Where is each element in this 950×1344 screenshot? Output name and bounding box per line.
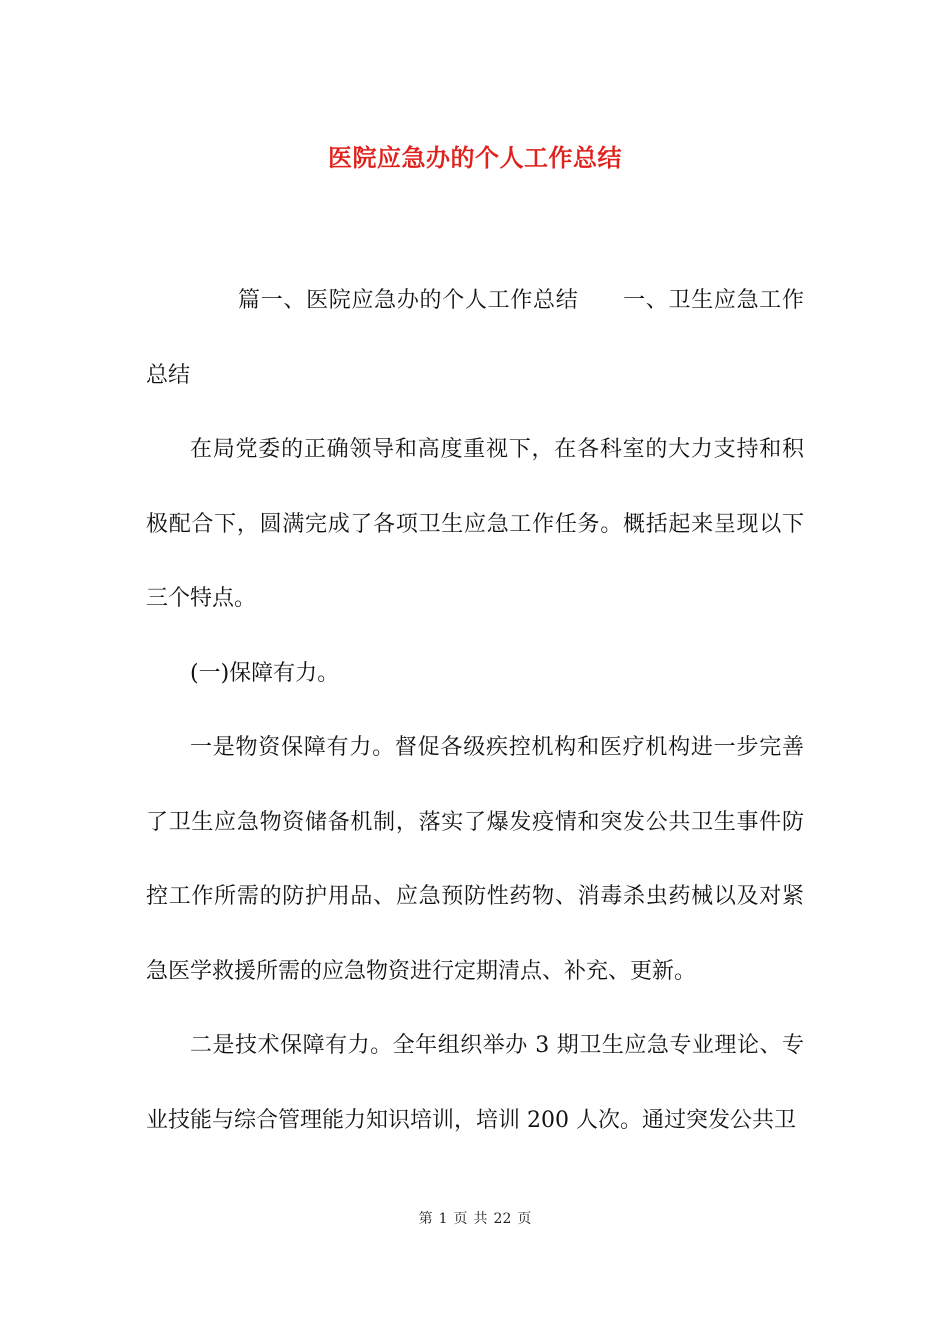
footer-label-total-unit: 页 bbox=[517, 1211, 532, 1227]
footer-current-page: 1 bbox=[438, 1211, 448, 1227]
document-body bbox=[146, 264, 804, 1158]
paragraph-material-support: 一是物资保障有力。督促各级疾控机构和医疗机构进一步完善了卫生应急物资储备机制，落实了爆发疫情和突发公共卫生事件防控工作所需的防护用品、应急预防性药物、消毒杀虫药械以及对紧急医学救援所需的应急物资进行定期清点、补充、更新。 bbox=[146, 735, 804, 984]
footer-label-page: 第 bbox=[418, 1211, 433, 1227]
subsection-heading: 一、卫生应急工作总结 bbox=[146, 288, 804, 388]
paragraph-technical-support: 二是技术保障有力。全年组织举办 3 期卫生应急专业理论、专业技能与综合管理能力知识培训，培训 200 人次。通过突发公共卫 bbox=[146, 1033, 804, 1133]
paragraph-heading bbox=[146, 264, 804, 413]
paragraph-subheading: (一)保障有力。 bbox=[190, 660, 340, 686]
document-title: 医院应急办的个人工作总结 bbox=[328, 144, 622, 172]
page-footer bbox=[0, 1208, 950, 1228]
footer-label-total: 共 bbox=[473, 1211, 488, 1227]
paragraph-intro: 在局党委的正确领导和高度重视下，在各科室的大力支持和积极配合下，圆满完成了各项卫生应急工作任务。概括起来呈现以下三个特点。 bbox=[146, 437, 804, 611]
footer-label-page-unit: 页 bbox=[453, 1211, 468, 1227]
section-heading: 篇一、医院应急办的个人工作总结 bbox=[238, 288, 579, 313]
footer-total-pages: 22 bbox=[493, 1211, 512, 1227]
